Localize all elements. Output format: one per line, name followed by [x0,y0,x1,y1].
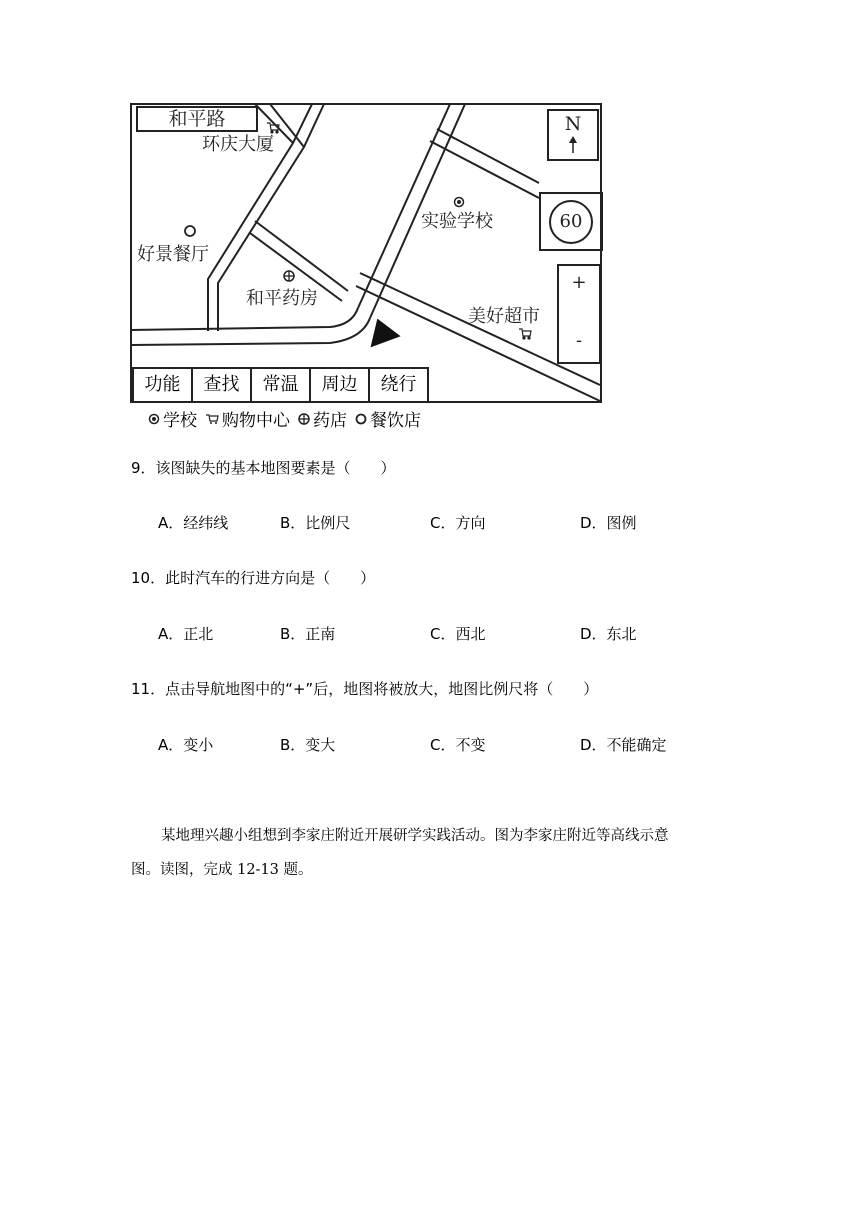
north-letter: N [564,113,582,135]
place-label-heping-pharmacy: 和平药房 [246,288,318,309]
menu-search[interactable]: 查找 [193,369,252,401]
passage [131,819,731,887]
restaurant-symbol-icon [185,226,195,236]
place-label-haojing: 好景餐厅 [137,244,209,265]
restaurant-symbol-icon [355,413,367,425]
menu-function[interactable]: 功能 [134,369,193,401]
legend-pharmacy [298,406,347,431]
option-10-d: D．东北 [580,625,637,643]
menu-frequent[interactable]: 常温 [252,369,311,401]
question-9: 9．该图缺失的基本地图要素是（ ） [131,459,396,477]
north-arrow-icon [567,136,579,154]
zoom-in-button[interactable]: + [571,272,587,293]
legend-restaurant [355,406,421,431]
school-symbol-icon [148,413,160,425]
pharmacy-symbol-icon [284,271,294,281]
legend-shopping [205,406,290,431]
pharmacy-symbol-icon [298,413,310,425]
option-9-b: B．比例尺 [280,514,351,532]
map-legend [148,406,421,431]
option-11-c: C．不变 [430,736,486,754]
option-9-c: C．方向 [430,514,486,532]
question-10: 10．此时汽车的行进方向是（ ） [131,569,376,587]
map-menu-bar [132,367,429,403]
option-11-a: A．变小 [158,736,214,754]
shopping-symbol-icon [205,413,219,425]
option-9-a: A．经纬线 [158,514,229,532]
menu-nearby[interactable]: 周边 [311,369,370,401]
place-label-meihao-market: 美好超市 [468,306,540,327]
school-symbol-icon [455,198,464,207]
option-10-c: C．西北 [430,625,486,643]
zoom-control[interactable] [557,264,601,364]
passage-line-2: 图。读图，完成 12-13 题。 [131,862,313,878]
speed-limit-sign [539,192,603,251]
legend-school-label: 学校 [163,411,197,431]
legend-pharmacy-label: 药店 [313,411,347,431]
option-10-a: A．正北 [158,625,214,643]
place-label-shiyan-school: 实验学校 [421,211,493,232]
legend-shopping-label: 购物中心 [222,411,290,431]
option-10-b: B．正南 [280,625,336,643]
menu-detour[interactable]: 绕行 [380,374,417,395]
north-indicator [547,109,599,161]
passage-line-1: 某地理兴趣小组想到李家庄附近开展研学实践活动。图为李家庄附近等高线示意 [161,828,669,844]
zoom-out-button[interactable]: - [575,330,583,351]
legend-restaurant-label: 餐饮店 [370,411,421,431]
legend-school [148,406,197,431]
option-9-d: D．图例 [580,514,637,532]
option-11-d: D．不能确定 [580,736,667,754]
navigation-map [130,103,602,403]
question-11: 11．点击导航地图中的“+”后，地图将被放大，地图比例尺将（ ） [131,680,599,698]
place-label-huanqing: 环庆大厦 [202,134,274,155]
road-label: 和平路 [136,106,258,132]
option-11-b: B．变大 [280,736,336,754]
speed-limit-value: 60 [549,200,593,244]
